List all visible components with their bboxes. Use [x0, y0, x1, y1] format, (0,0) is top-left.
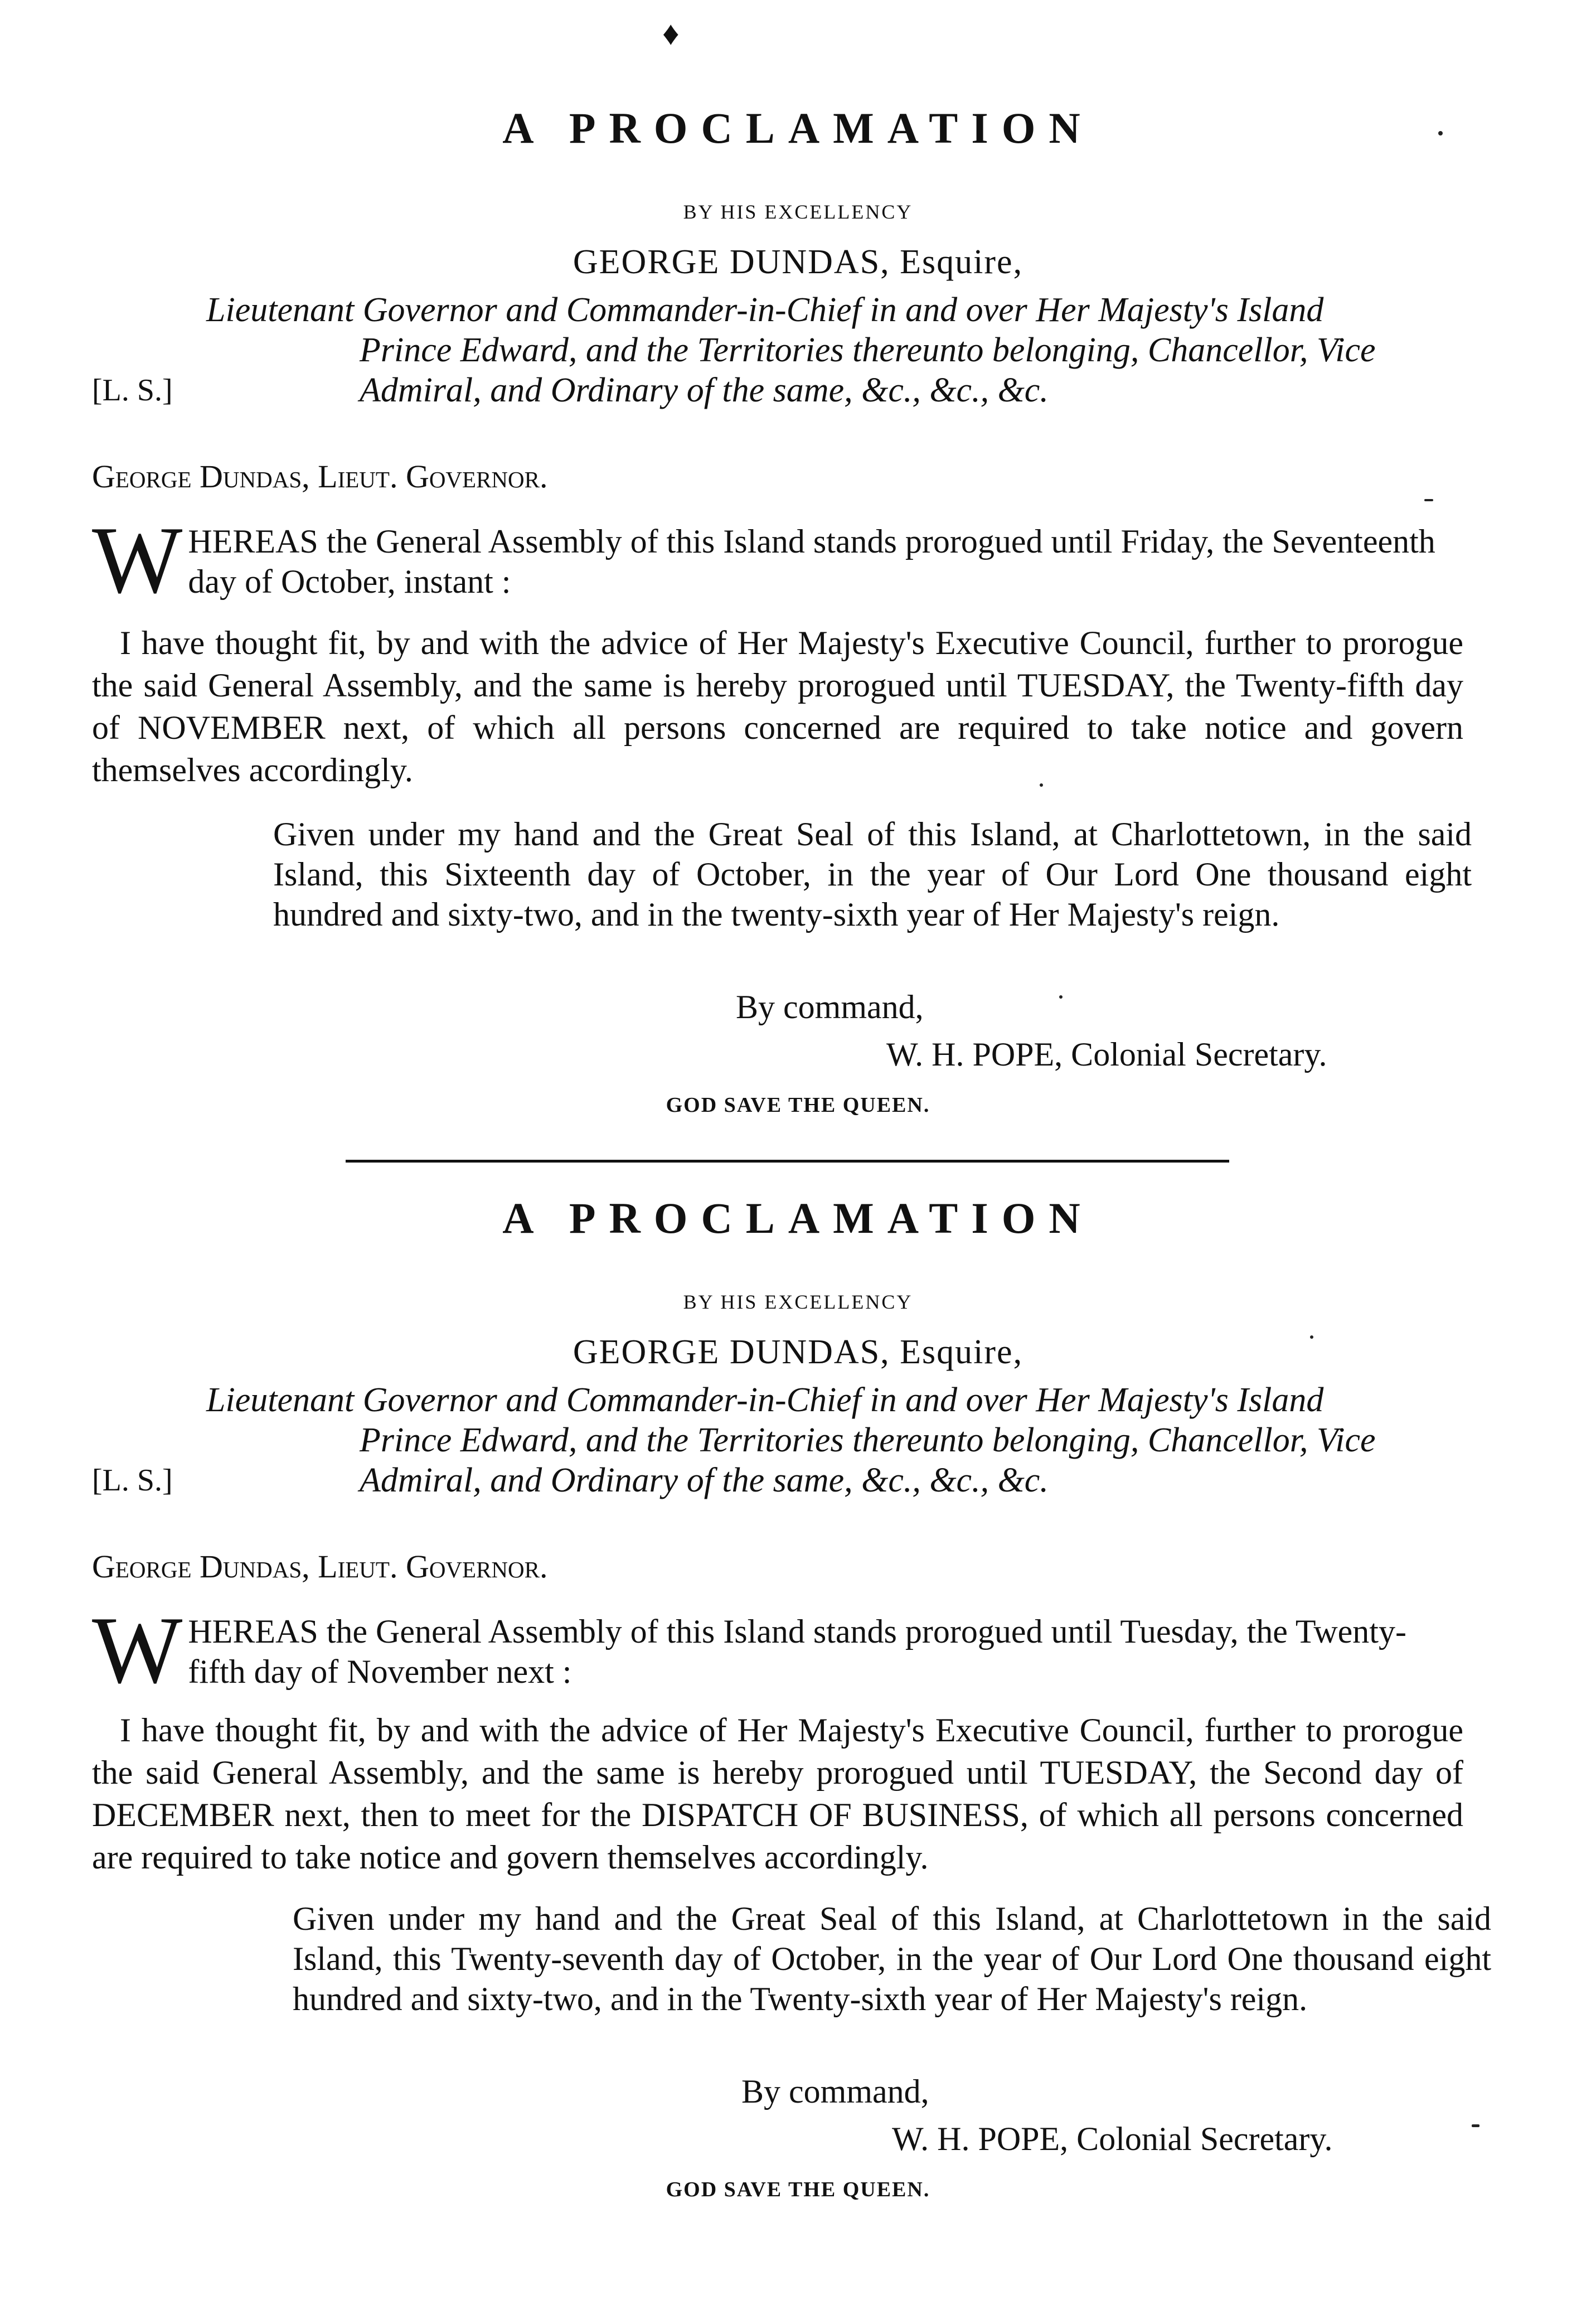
paper-speck	[1040, 783, 1043, 787]
proclamation-title: A PROCLAMATION	[502, 1194, 1094, 1242]
governor-name-heading: GEORGE DUNDAS, Esquire,	[573, 1333, 1023, 1371]
governor-titles	[206, 290, 1488, 410]
paper-speck	[1472, 2124, 1479, 2127]
by-command: By command,	[741, 2073, 929, 2110]
paper-speck	[1438, 131, 1443, 135]
proclamation-1	[0, 100, 1596, 1182]
paper-speck	[1424, 499, 1433, 501]
proclamation-2	[0, 1190, 1596, 2272]
titles-line-2: Prince Edward, and the Territories thereunto belonging, Chancellor, Vice	[360, 1421, 1376, 1459]
given-under-paragraph: Given under my hand and the Great Seal of this Island, at Charlottetown, in the said Island, this Sixteenth day of October, in the year of Our Lord One thousand eight hundred and sixty-two, and in the twenty-sixth year of Her Majesty's reign.	[273, 816, 1472, 933]
whereas-paragraph	[92, 1597, 1463, 1703]
governor-titles	[206, 1380, 1488, 1500]
given-under-paragraph: Given under my hand and the Great Seal of this Island, at Charlottetown in the said Island, this Twenty-seventh day of October, in the year of Our Lord One thousand eight hundred and sixty-two, and in the Twenty-sixth year of Her Majesty's reign.	[293, 1900, 1491, 2017]
drop-cap: W	[92, 1597, 183, 1703]
drop-cap: W	[92, 507, 183, 613]
titles-line-2: Prince Edward, and the Territories thereunto belonging, Chancellor, Vice	[360, 331, 1376, 369]
governor-signature: George Dundas, Lieut. Governor.	[92, 1548, 548, 1585]
by-his-excellency: BY HIS EXCELLENCY	[683, 201, 913, 223]
whereas-word: HEREAS	[188, 523, 318, 560]
colonial-secretary: W. H. POPE, Colonial Secretary.	[886, 1036, 1327, 1073]
prorogation-paragraph: I have thought fit, by and with the advice of Her Majesty's Executive Council, further to prorogue the said General Assembly, and the same is hereby prorogued until TUESDAY, the Second day of DECEMBER next, then to meet for the DISPATCH OF BUSINESS, of which all persons concerned are required to take notice and govern themselves accordingly.	[92, 1712, 1463, 1876]
colonial-secretary: W. H. POPE, Colonial Secretary.	[892, 2120, 1333, 2157]
by-his-excellency: BY HIS EXCELLENCY	[683, 1291, 913, 1313]
seal-mark: [L. S.]	[92, 1463, 173, 1498]
ornament-mark: ♦	[662, 15, 680, 52]
by-command: By command,	[736, 989, 924, 1025]
god-save-the-queen: GOD SAVE THE QUEEN.	[666, 2178, 930, 2201]
titles-line-3: Admiral, and Ordinary of the same, &c., &c., &c.	[360, 371, 1049, 409]
god-save-the-queen: GOD SAVE THE QUEEN.	[666, 1093, 930, 1117]
governor-signature: George Dundas, Lieut. Governor.	[92, 458, 548, 495]
seal-mark: [L. S.]	[92, 373, 173, 408]
titles-line-3: Admiral, and Ordinary of the same, &c., &c., &c.	[360, 1461, 1049, 1499]
governor-name-heading: GEORGE DUNDAS, Esquire,	[573, 243, 1023, 281]
proclamation-title: A PROCLAMATION	[502, 104, 1094, 152]
paper-speck	[1059, 995, 1063, 999]
prorogation-paragraph: I have thought fit, by and with the advice of Her Majesty's Executive Council, further to prorogue the said General Assembly, and the same is hereby prorogued until TUESDAY, the Twenty-fifth day of NOVEMBER next, of which all persons concerned are required to take notice and govern themselves accordingly.	[92, 624, 1463, 788]
whereas-text: the General Assembly of this Island stands prorogued until Friday, the Seventeenth day of October, instant :	[188, 523, 1435, 600]
whereas-paragraph	[92, 507, 1463, 613]
section-divider	[346, 1160, 1229, 1163]
whereas-text: the General Assembly of this Island stands prorogued until Tuesday, the Twenty-fifth day of November next :	[188, 1613, 1406, 1690]
titles-line-1: Lieutenant Governor and Commander-in-Chief in and over Her Majesty's Island	[206, 1381, 1324, 1419]
titles-line-1: Lieutenant Governor and Commander-in-Chief in and over Her Majesty's Island	[206, 291, 1324, 329]
paper-speck	[1310, 1335, 1313, 1339]
whereas-word: HEREAS	[188, 1613, 318, 1650]
